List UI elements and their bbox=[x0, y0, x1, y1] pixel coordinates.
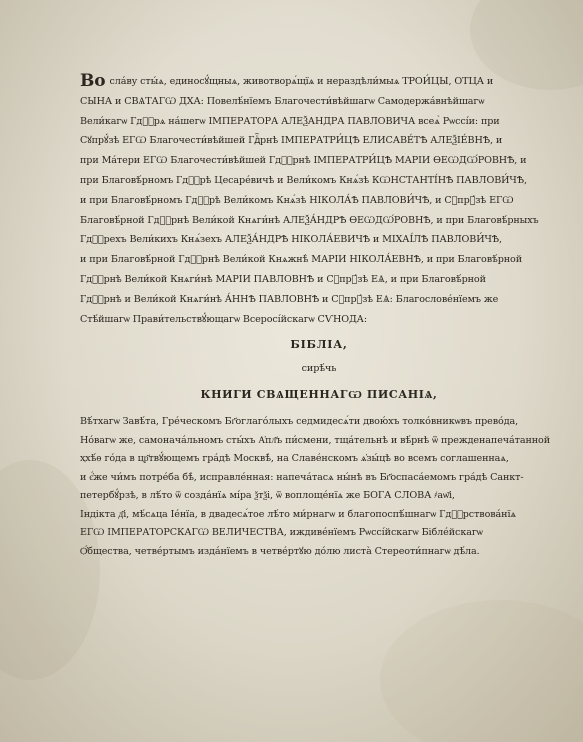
text-line: Ѻ҆́бщества, четве́ртымъ изда́нїемъ в четве́ртꙋю до́лю листа̀ Стереоти́пнагѡ дѣ́ла. bbox=[80, 545, 480, 557]
text-line: Сꙋпрꙋ́зѣ ЕГѠ Благочести́вѣйшей Гдⷭ҇рнѣ ІМПЕРАТРИ́ЦѢ ЕЛИСАВЕ́ТѢ АЛЕѮІЕ́ВНѢ, и bbox=[80, 135, 503, 147]
title-page-text bbox=[80, 72, 558, 561]
edition-paragraph bbox=[80, 413, 558, 561]
dedication-paragraph bbox=[80, 72, 558, 329]
text-line: при Ма́тери ЕГѠ Благочести́вѣйшей Гдⷭ҇рнѣ ІМПЕРАТРИ́ЦѢ МАРІИ ѲЕѠДѠ́РОВНѢ, и bbox=[80, 155, 527, 167]
text-line: Гдⷭ҇рнѣ Вели́кой Кнѧги́нѣ МАРІИ ПАВЛОВНѢ и Сꙋпрꙋ́зѣ ЕѦ, и при Благовѣ́рной bbox=[80, 273, 486, 285]
text-line: и є҆́же чи́мъ потре́ба бѣ̀, исправле́нная: напеча́тасѧ ны́нѣ въ Бг҃оспаса́емомъ гра́дѣ Санкт- bbox=[80, 471, 524, 483]
text-line: Гдⷭ҇рехъ Вели́кихъ Кнѧ́зехъ АЛЕѮА́НДРѢ НІКОЛА́ЕВИЧѢ и МІХАІ́ЛѢ ПАВЛОВИ́ЧѢ, bbox=[80, 234, 502, 246]
text-line: СЫНА и СВѦТАГѠ ДХА: Повелѣ́нїемъ Благочести́вѣйшагѡ Самодержа́внѣйшагѡ bbox=[80, 95, 485, 107]
text-line: петербꙋ́рзѣ, в лѣ́то ѿ созда́нїѧ мі́ра ѯтѯі, ѿ воплоще́нїѧ же БОГА СЛОВА ҂аѡ҃і, bbox=[80, 490, 455, 502]
text-line: ЕГѠ ІМПЕРАТОРСКАГѠ ВЕЛИЧЕСТВА, иждиве́нїемъ Рѡссі́йскагѡ Бібле́йскагѡ bbox=[80, 527, 483, 539]
text-line: Гдⷭ҇рнѣ и Вели́кой Кнѧги́нѣ А́ННѢ ПАВЛОВНѢ и Сꙋпрꙋ́зѣ ЕѦ: Благослове́нїемъ же bbox=[80, 293, 499, 305]
text-line: ҳхѣ́ѳ го́да в цр҃твꙋ́ющемъ гра́дѣ Москвѣ̀, на Славе́нскомъ ѧ҆зы́цѣ во всемъ соглашеннаѧ, bbox=[80, 453, 509, 465]
text-line: и при Благовѣ́рномъ Гдⷭ҇рѣ Вели́комъ Кнѧ́зѣ НІКОЛА́Ѣ ПАВЛОВИ́ЧѢ, и Сꙋпрꙋ́зѣ ЕГѠ bbox=[80, 194, 514, 206]
text-line-content: сла́ву сты́ѧ, единосꙋ́щныѧ, животворѧ́щїѧ и нераздѣли́мыѧ ТРОИ́ЦЫ, ОТЦА и bbox=[106, 76, 494, 87]
text-line: Стѣ́йшагѡ Прави́тельствꙋ́ющагѡ Всеросі́йскагѡ СѴНОДА: bbox=[80, 313, 367, 325]
paper-stain bbox=[380, 600, 583, 742]
book-heading: КНИГИ СВѦЩЕННАГѠ ПИСАНІѦ, bbox=[200, 388, 438, 402]
text-line: и при Благовѣ́рной Гдⷭ҇рнѣ Вели́кой Кнѧжнѣ̀ МАРІИ НІКОЛА́ЕВНѢ, и при Благовѣ́рной bbox=[80, 254, 523, 266]
drop-cap: Во bbox=[80, 72, 106, 91]
text-line: Індікта д҃і, мѣ́сѧца Іе́нїа, в двадесѧ́тое лѣ́то ми́рнагѡ и благопоспѣ́шнагѡ Гдⷭ҇рствова́нїѧ bbox=[80, 508, 516, 520]
text-line: Вели́кагѡ Гдⷭ҇рѧ на́шегѡ ІМПЕРАТОРА АЛЕѮАНДРА ПАВЛОВИЧА всеѧ̀ Рѡссі́и: при bbox=[80, 115, 500, 127]
text-line: Вѣ́тхагѡ Завѣ́та, Гре́ческомъ Бг҃оглаго́лыхъ седмидесѧ́ти двою́хъ толко́вникѡвъ прево́да, bbox=[80, 416, 519, 428]
book-title: БІБЛІА, bbox=[290, 338, 348, 352]
text-line: при Благовѣ́рномъ Гдⷭ҇рѣ Цесаре́вичѣ и Вели́комъ Кнѧ́зѣ КѠНСТАНТІ́НѢ ПАВЛОВИ́ЧѢ, bbox=[80, 174, 527, 186]
text-line: Благовѣ́рной Гдⷭ҇рнѣ Вели́кой Кнѧги́нѣ АЛЕѮА́НДРѢ ѲЕѠДѠ́РОВНѢ, и при Благовѣ́рныхъ bbox=[80, 214, 539, 226]
book-subtitle: сирѣ́чь bbox=[301, 363, 337, 375]
text-line: Но́вагѡ же, самонача́льномъ сты́хъ А҆пл҃ъ пи́смени, тща́тельнѣ и вѣ́рнѣ ѿ прежденапеча́танной bbox=[80, 434, 551, 446]
text-line bbox=[80, 72, 558, 92]
